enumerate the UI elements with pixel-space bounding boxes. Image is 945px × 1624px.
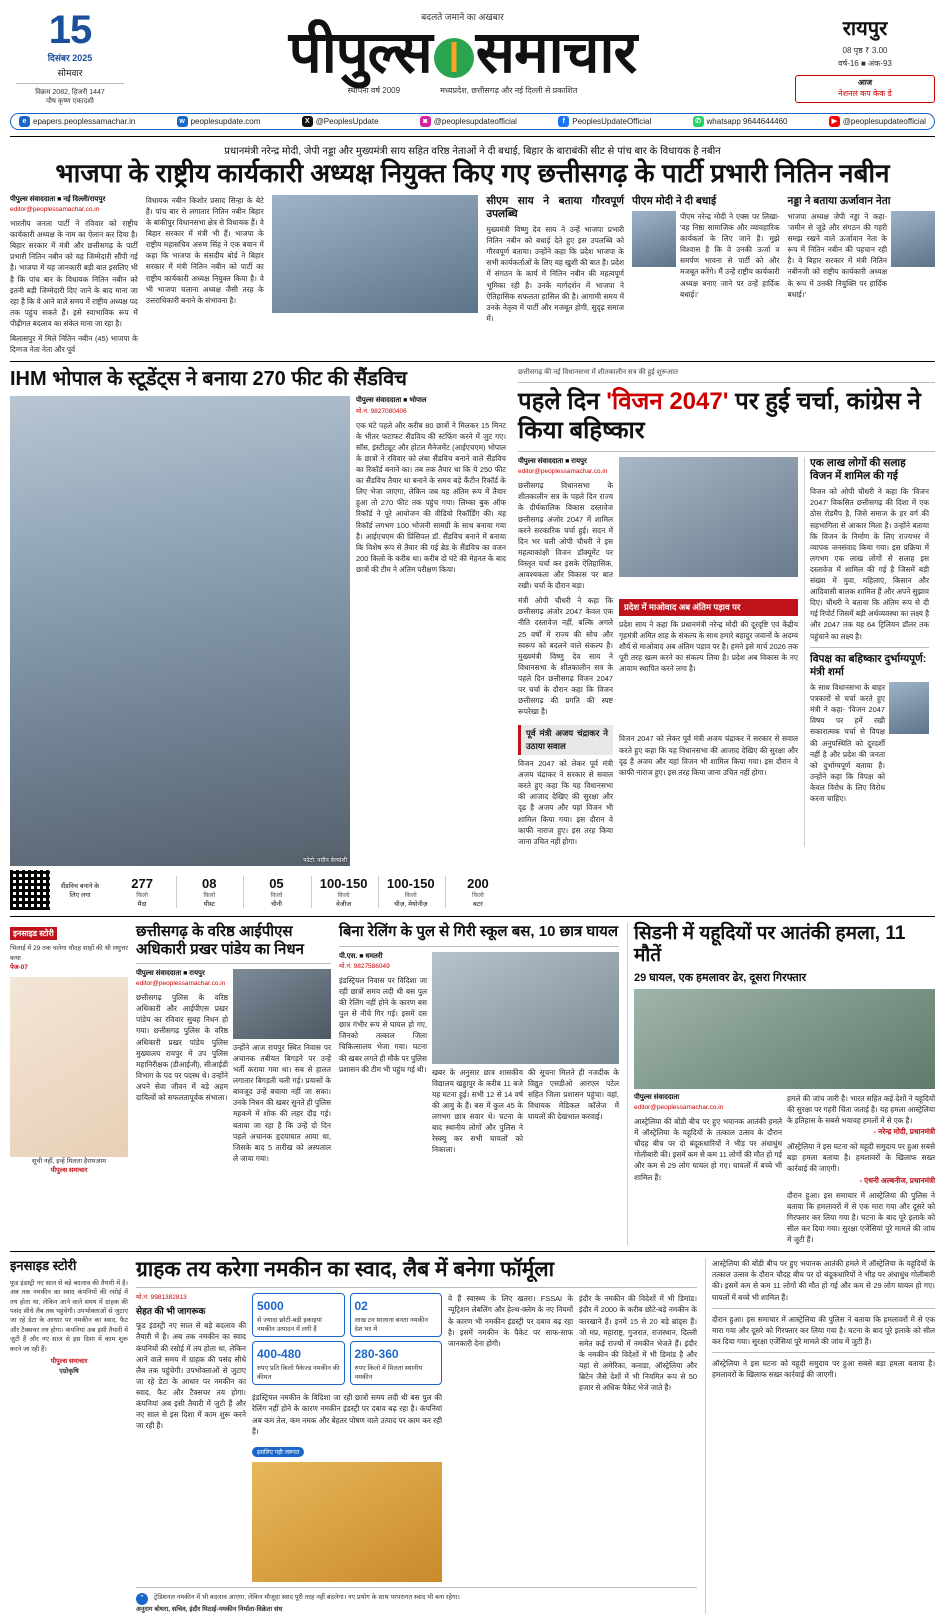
ips-headline: छत्तीसगढ़ के वरिष्ठ आईपीएस अधिकारी प्रखर पांडेय का निधन <box>136 923 304 958</box>
twitter-icon: X <box>302 116 313 127</box>
stat-text: रुपए किलो में मिलता स्थानीय नमकीन <box>354 1365 423 1382</box>
stat-item <box>311 876 376 908</box>
ihm-photo <box>10 396 350 866</box>
stat-label: यीस्ट <box>203 901 215 909</box>
cartoon-caption: सूची नहीं, इन्हें मिलता हैरामआम <box>31 1157 107 1165</box>
namkeen-col-1 <box>136 1293 246 1581</box>
published-from: मध्यप्रदेश, छत्तीसगढ़ और नई दिल्ली से प्रकाशित <box>440 86 578 95</box>
stat-label: मैदा <box>137 901 147 909</box>
social-twitter[interactable] <box>302 116 379 127</box>
inside-story-title: इनसाइड स्टोरी <box>10 927 57 940</box>
vs-redbar: प्रदेश में माओवाद अब अंतिम पड़ाव पर <box>619 599 798 616</box>
social-label: PeoplesUpdateOfficial <box>572 116 652 126</box>
cartoon-image <box>10 977 128 1157</box>
divider <box>16 83 124 84</box>
ihm-headline: IHM भोपाल के स्टूडेंट्स ने बनाया 270 फीट की सैंडविच <box>10 368 407 391</box>
byline-email: editor@peoplessamachar.co.in <box>518 468 608 476</box>
byline-phone: मो.नं. 9827080406 <box>356 407 407 415</box>
vs-body-4: विजन 2047 को लेकर पूर्व मंत्री अजय चंद्राकर ने सरकार से सवाल करते हुए कहा कि यह विधानसभा की आजाद देखिए की सुरक्षा और दृढ़ है अजय और यहां विजन भी शामिल किया गया। इस दौरान वे काफी नाराज हुए। इस तरह किया जाना उचित नहीं होगा। <box>518 758 613 846</box>
sydney-quote-2: ऑस्ट्रेलिया ने इस घटना को यहूदी समुदाय पर हुआ सबसे बड़ा हमला बताया है। हमलावरों के खिलाफ सख्त कार्रवाई की जाएगी। <box>787 1142 935 1174</box>
ips-officer-photo <box>233 969 331 1039</box>
social-label: peoplesupdate.com <box>190 116 261 126</box>
vs-col-1 <box>518 457 613 591</box>
ihm-story <box>10 368 510 910</box>
social-instagram[interactable] <box>420 116 517 127</box>
ips-body-1: छत्तीसगढ़ पुलिस के वरिष्ठ अधिकारी और आईपीएस प्रखर पांडेय का रविवार सुबह निधन हो गया। छत्तीसगढ़ पुलिस के वरिष्ठ अधिकारी प्रखर पांडेय पुलिस मुख्यालय रायपुर में उप पुलिस महानिरीक्षक (डीआईजी), सीआईडी विभाग के पद पर पदस्थ थे। उन्होंने अपने सेवा जीवन में बड़े अहम दायित्वों को सफलतापूर्वक संभाला। <box>136 993 228 1103</box>
lead-subhead-3: पीएम मोदी ने दी बधाई <box>632 194 717 207</box>
qr-code[interactable] <box>10 870 50 910</box>
masthead-date-block <box>10 8 130 107</box>
byline: पी.एस. ■ धमतरी <box>339 952 383 960</box>
stat-number: 277 <box>131 876 153 892</box>
social-label: epapers.peoplessamachar.in <box>33 116 136 126</box>
ihm-body: एक घंटे पहले और करीब 80 छात्रों ने मिलकर 15 मिनट के भीतर फटाफट सैंडविच की स्टफिंग करने में जुट गए। सॉस, इंस्टीट्यूट और होटल मैनेजमेंट (आईएचएम) भोपाल के छात्रों ने रविवार को लंबा सैंडविच बनाने वाले सैंडविच का रिकॉर्ड बनाने का। तब तक तैयार था कि ये 250 फीट का सैंडविच तैयार था बनाने के समय बड़े कैंटीन रिकॉर्ड के लिए भेजा जाएगा, लेकिन जब यह अंतिम रूप में तैयार हुआ तो 270 फीट तक पहुंच गया। लिम्का बुक ऑफ रिकॉर्ड ने पूरे आयोजन की वीडियो रिकॉर्डिंग की। यह रिकॉर्ड लगभग 100 भोजनी सामग्री के साथ बनाया गया है। आईएचएम की प्रिंसिपल डॉ. सैंडविच बनाने में बनाया कि विशेष रूप से तैयार की गई ब्रेड के सैंडविच का वजन 200 किलो के करीब था। करीब दो घंटे की मेहनत के बाद छात्रों की टीम ने अंतिम परीक्षण किया। <box>356 420 506 574</box>
lead-col-4 <box>632 195 780 356</box>
stat-label: चीनी <box>270 901 282 909</box>
social-label: @peoplesupdateofficial <box>842 116 926 126</box>
whatsapp-icon: ✆ <box>693 116 704 127</box>
third-band <box>10 923 935 1245</box>
divider <box>10 136 935 137</box>
sydney-quote-1-by: - नरेन्द्र मोदी, प्रधानमंत्री <box>873 1127 935 1137</box>
vs-body-1: छत्तीसगढ़ विधानसभा के शीतकालीन सत्र के पहले दिन राज्य के दीर्घकालिक विकास दस्तावेज छत्तीसगढ़ अंजोर 2047 में शामिल करने सरकारिक चर्चा हुई। सदन में दिन भर चली ओपी चौधरी ने इस महत्वाकांक्षी विजन डॉक्यूमेंट पर विस्तृत चर्चा कर इसके ऐतिहासिक, आवश्यकता और विकास पर बात रखी। चर्चा के दौरान बड़ा। <box>518 481 613 591</box>
masthead-edition-block <box>795 8 935 103</box>
lead-body-1: भारतीय जनता पार्टी ने रविवार को राष्ट्रीय कार्यकारी अध्यक्ष के नाम का ऐलान कर दिया है। बिहार सरकार में मंत्री और छत्तीसगढ़ के पार्टी प्रभारी नितिन नबीन को यह जिम्मेदारी सौंपी गई है। भाजपा में यह जानकारी बड़ी बात इसलिए भी है कि पांच बार के विधायक नितिन नबीन को इतनी बड़ी जिम्मेदारी दिए जाने के बाद माना जा रहा है कि वे आने वाले समय में राष्ट्रीय अध्यक्ष पद तक पहुंच सकते हैं। इसे स्वाभाविक रूप में पीढ़ीगत बदलाव का संकेत माना जा रहा है। <box>10 219 138 328</box>
social-epaper[interactable] <box>19 116 135 127</box>
namkeen-body-1: फूड इंडस्ट्री नए साल से बड़े बदलाव की तैयारी में है। अब तक नमकीन का स्वाद कंपनियों की रसोई में तय होता था, लेकिन आने वाले समय में ग्राहक की पसंद सीधे लैब तक पहुंचेगी। उपभोक्ताओं से जुटाए जा रहे डेटा के आधार पर नमकीन का स्वाद, फैट और टैक्सचर तय होगा। कंपनियां अब इसी तैयारी में जुटी हैं और नए साल से इस दिशा में काम शुरू करने जा रही हैं। <box>136 1321 246 1431</box>
ips-col-2 <box>233 969 331 1164</box>
stat-text: से ज्यादा छोटी-बड़ी इकाइयां नमकीन उत्पादन में लगी हैं <box>257 1317 322 1334</box>
stat-unit: किलो <box>404 893 417 900</box>
byline: पीपुल्स संवाददाता <box>634 1093 680 1101</box>
vs-headline <box>518 388 935 446</box>
bus-story <box>339 923 619 1245</box>
social-label: @PeoplesUpdate <box>315 116 379 126</box>
lead-photo <box>272 195 479 313</box>
vs-photo-wrap <box>619 457 798 591</box>
vs-sidebar-head: एक लाख लोगों की सलाह विजन में शामिल की गई <box>810 456 906 483</box>
lead-photo-wrap <box>272 195 479 356</box>
divider <box>810 647 929 648</box>
lead-subhead-4: नड्डा ने बताया ऊर्जावान नेता <box>787 194 891 207</box>
vs-body-5: विजन 2047 को लेकर पूर्व मंत्री अजय चंद्राकर ने सरकार से सवाल करते हुए कहा कि यह विधानसभा की आजाद देखिए की सुरक्षा और दृढ़ है अजय और यहां विजन भी शामिल किया गया। इस दौरान वे काफी नाराज हुए। इस तरह किया जाना उचित नहीं होगा। <box>619 734 798 777</box>
stat-number: 400-480 <box>257 1347 302 1362</box>
instagram-icon: ◙ <box>420 116 431 127</box>
stat-unit: किलो <box>337 893 350 900</box>
inside-story-page: पेज-07 <box>10 964 28 972</box>
newspaper-title <box>130 20 795 85</box>
sydney-extra-2: दौरान हुआ। इस समाचार में आस्ट्रेलिया की पुलिस ने बताया कि हमलावरों में से एक मारा गया और दूसरे को गिरफ्तार कर लिया गया है। घटना के बाद पूरे इलाके को सील कर दिया गया। सुरक्षा एजेंसियां पूरे मामले की जांच में जुटी हैं। <box>712 1314 935 1346</box>
divider <box>10 1251 935 1252</box>
namkeen-body-2: इंडस्ट्रियल नमकीन के विदिशा जा रही छात्रों समय लदी थी बस पुल की रेलिंग नहीं होने के कारण नमकीन इंडस्ट्री पर दबाव बढ़ रहा है। कंपनियां अब कम तेल, कम नमक और बेहतर पोषण वाले उत्पाद पर काम कर रही हैं। <box>252 1393 442 1436</box>
divider <box>518 382 935 383</box>
facebook-icon: f <box>558 116 569 127</box>
vs-boycott-head: विपक्ष का बहिष्कार दुर्भाग्यपूर्ण: मंत्री शर्मा <box>810 652 927 678</box>
title-left: पीपुल्स <box>288 20 432 85</box>
globe-icon: w <box>177 116 188 127</box>
lead-subhead-2 <box>486 195 624 221</box>
stat-number: 280-360 <box>354 1347 399 1362</box>
byline-phone: मो.नं. 9981382813 <box>136 1294 187 1302</box>
volume-issue: वर्ष-16 ■ अंक-93 <box>838 59 892 68</box>
today-badge <box>795 75 935 103</box>
social-whatsapp[interactable] <box>693 116 788 127</box>
social-bar <box>10 113 935 130</box>
vidhansabha-story <box>518 368 935 910</box>
social-website[interactable] <box>177 116 261 127</box>
sydney-body-1: आस्ट्रेलिया की बोंडी बीच पर हुए भयानक आतंकी हमले में ऑस्ट्रेलिया के यहूदियों के तत्काल उत्सव के दौरान चौदह बीच पर दो बंदूकधारियों ने भीड़ पर अंधाधुंध गोलीबारी की। इसमें कम से कम 11 लोगों की मौत हो गई और कम से 29 लोग घायल हो गए। घायलों में बच्चे भी शामिल हैं। <box>634 1117 782 1182</box>
lead-col-2 <box>146 195 264 356</box>
nadda-photo <box>891 211 935 267</box>
divider <box>136 1587 697 1588</box>
bus-photo-col <box>432 952 619 1156</box>
stat-unit: किलो <box>203 893 216 900</box>
edition-city: रायपुर <box>842 18 888 40</box>
vs-kicker: छत्तीसगढ़ की नई विधानसभा में शीतकालीन सत्र की हुई शुरूआत <box>518 369 679 377</box>
namkeen-footer-quote: ट्रेडिशनल नमकीन में भी बदलाव आएगा, लेकिन मौजूदा स्वाद पूरी तरह नहीं बदलेगा। नए प्रयोग के साथ परंपरागत स्वाद भी बना रहेगा। <box>154 1593 460 1601</box>
stat-unit: किलो <box>270 893 283 900</box>
today-text: नेशनल कप केक डे <box>838 88 892 98</box>
lead-columns <box>10 195 935 356</box>
masthead-tagline: बदलते जमाने का अखबार <box>421 12 504 22</box>
vs-boycott-body: के साथ विधानसभा के बाहर पत्रकारों से चर्चा करते हुए मंत्री ने कहा- 'विजन 2047 विषय पर हमें रखी सकारात्मक चर्चा से विपक्ष की अनुपस्थिति को दूरदर्शी नहीं है और प्रदेश की जनता को दुर्भाग्यपूर्ण बताया है। उन्होंने कहा कि विपक्ष को केवल विरोध के लिए विरोध करना चाहिए। <box>810 682 885 804</box>
date-month-year: दिसंबर 2025 <box>47 53 93 63</box>
stat-label: चीज़, मेयोनीज़ <box>393 901 428 909</box>
masthead-subinfo <box>130 85 795 96</box>
stat-card <box>252 1341 345 1385</box>
tithi: पौष कृष्ण एकादशी <box>46 98 94 106</box>
sydney-col-1 <box>634 1093 782 1245</box>
vs-col-2 <box>518 595 613 717</box>
brand-label: पीपुल्स समाचार <box>50 1167 88 1175</box>
stat-unit: किलो <box>472 893 484 900</box>
byline: पीपुल्स संवाददाता ■ रायपुर <box>518 457 587 465</box>
masthead-title-block <box>130 8 795 96</box>
sydney-photo <box>634 989 935 1089</box>
vs-headline-part2: पर हुई चर्चा, कांग्रेस ने किया बहिष्कार <box>518 388 921 445</box>
bus-body-2: खबर के अनुसार छात्र शासकीय विद्यालय खड्डापुर के करीब 11 बजे यह घटना हुई। सभी 12 से 14 वर्ष की आयु के हैं। बस में कुल 45 के लगभग छात्र सवार थे। घटना के बाद स्थानीय लोगों और पुलिस ने रेस्क्यू कर सभी घायलों को निकाला। <box>432 1067 523 1155</box>
globe-icon: e <box>19 116 30 127</box>
lead-col-1 <box>10 195 138 356</box>
stat-label: बटर <box>473 901 483 909</box>
vs-col-3 <box>619 595 798 717</box>
sydney-quote-1: हमले की जांच जारी है। भारत सहित कई देशों ने यहूदियों की सुरक्षा पर गहरी चिंता जताई है। यह हमला आस्ट्रेलिया के इतिहास के सबसे भयावह हमलों में से एक है। <box>787 1093 935 1125</box>
byline: पीपुल्स संवाददाता ■ भोपाल <box>356 397 427 405</box>
stat-item <box>176 876 241 908</box>
byline-email: editor@peoplessamachar.co.in <box>136 980 226 988</box>
photo-label: इसलिए पड़ी जरूरत <box>252 1447 304 1457</box>
sydney-story <box>627 923 935 1245</box>
pages-price: 08 पृष्ठ ₹ 3.00 <box>842 46 888 55</box>
namkeen-left-body: फूड इंडस्ट्री नए साल से बड़े बदलाव की तैयारी में है। अब तक नमकीन का स्वाद कंपनियों की रसोई में तय होता था, लेकिन आने वाले समय में ग्राहक की पसंद सीधे लैब तक पहुंचेगी। उपभोक्ताओं से जुटाए जा रहे डेटा के आधार पर नमकीन का स्वाद, फैट और टैक्सचर तय होगा। कंपनियां अब इसी तैयारी में जुटी हैं और नए साल से इस दिशा में काम शुरू करने जा रही हैं। <box>10 1279 128 1353</box>
established-year: स्थापना वर्ष 2009 <box>347 86 401 95</box>
quote-icon: ” <box>136 1593 148 1605</box>
bus-col-1 <box>339 952 427 1156</box>
ips-col-1 <box>136 969 228 1164</box>
stat-card <box>252 1293 345 1337</box>
stats-label: सैंडविच बनाने के लिए लगा <box>60 883 100 900</box>
sydney-quote-2-by: - एंथनी अल्बनीज, प्रधानमंत्री <box>859 1175 935 1185</box>
social-youtube[interactable] <box>829 116 926 127</box>
second-band <box>10 368 935 910</box>
namkeen-left <box>10 1258 128 1614</box>
divider <box>712 1352 935 1353</box>
namkeen-col-4 <box>579 1293 697 1581</box>
namkeen-left-title <box>10 1258 128 1274</box>
bottom-right-col <box>705 1258 935 1614</box>
sydney-body-2: दौरान हुआ। इस समाचार में आस्ट्रेलिया की पुलिस ने बताया कि हमलावरों में से एक मारा गया और दूसरे को गिरफ्तार कर लिया गया है। घटना के बाद पूरे इलाके को सील कर दिया गया। सुरक्षा एजेंसियां पूरे मामले की जांच में जुटी हैं। <box>787 1190 935 1245</box>
stat-card <box>350 1341 443 1385</box>
namkeen-body-4: इंदौर के नमकीन की विदेशों में भी डिमांड। इंदौर में 2000 के करीब छोटे-बड़े नमकीन के कारखाने हैं। इनमें 15 से 20 बड़े ब्रांड्स हैं। जो मप्र, महाराष्ट्र, गुजरात, राजस्थान, दिल्ली समेत कई राज्यों में नमकीन भेजते हैं। इंदौर के नमकीन की विदेशों में भी डिमांड है और यहां से अमेरिका, कनाडा, ऑस्ट्रेलिया और ब्रिटेन जैसे देशों में भी नियमित रूप से 50 हजार से अधिक पैकेट भेजे जाते हैं। <box>579 1294 697 1393</box>
vs-photo <box>619 457 798 577</box>
stat-number: 02 <box>354 1299 368 1314</box>
vs-headline-part1: पहले दिन <box>518 388 607 416</box>
date-weekday: सोमवार <box>57 68 83 78</box>
namkeen-headline: ग्राहक तय करेगा नमकीन का स्वाद, लैब में बनेगा फॉर्मूला <box>136 1258 555 1282</box>
vs-headline-highlight: 'विजन 2047' <box>606 388 729 416</box>
bus-headline: बिना रेलिंग के पुल से गिरी स्कूल बस, 10 छात्र घायल <box>339 923 619 941</box>
photo-caption: फोटो: नवीन बेलवंशी <box>303 858 347 865</box>
vs-body-2: मंत्री ओपी चौधरी ने कहा कि छत्तीसगढ़ अंजोर 2047 केवल एक नीति दस्तावेज नहीं, बल्कि अगले 25 वर्षों में राज्य की सोच और स्वरूप को बदलने वाले संकल्प है। मुख्यमंत्री विष्णु देव साय ने विधानसभा के शीतकालीन सत्र के पहले दिन छत्तीसगढ़ विजन 2047 पर चर्चा के दौरान कहा कि विजन छत्तीसगढ़ की प्रगति की स्पष्ट रूपरेखा है। <box>518 596 613 717</box>
bus-body-3: की सूचना मिलते ही नजदीक के विद्युत एसडीओ आरएल पटेल सहित जिला प्रशासन पहुंचा। वहां, विधायक मेडिकल कॉलेज में घायलों की देखभाल करवाई। <box>528 1067 619 1122</box>
divider <box>339 946 619 947</box>
ips-story <box>136 923 331 1245</box>
byline-email: editor@peoplessamachar.co.in <box>634 1104 724 1112</box>
brand-label: पीपुल्स समाचार <box>50 1358 88 1366</box>
namkeen-footer-by: अनुराग बोथरा, सचिव, इंदौर मिठाई-नमकीन निर्माता-विक्रेता संघ <box>136 1605 283 1613</box>
namkeen-body-3: वे हैं स्वास्थ्य के लिए खतरा। FSSAI के न्यूट्रिशन लेबलिंग और हेल्थ-क्लेम के नए नियमों के कारण भी नमकीन इंडस्ट्री पर दबाव बढ़ रहा है। इसमें नमकीन के पैकेट पर साफ-साफ जानकारी देना होगी। <box>448 1294 573 1348</box>
lead-body-2: विधायक नबीन किशोर प्रसाद सिन्हा के बेटे हैं। पांच बार से लगातार नितिन नबीन बिहार के बांकीपुर विधानसभा क्षेत्र से विधायक हैं। वे बिहार सरकार में मंत्री भी हैं। भाजपा के राष्ट्रीय महासचिव अरुण सिंह ने एक बयान में कहा कि भाजपा के संसदीय बोर्ड ने बिहार सरकार में मंत्री नितिन नबीन को पार्टी का राष्ट्रीय कार्यकारी अध्यक्ष नियुक्त किया है। वे भी भाजपा चलाना अध्यक्ष जैसी तरह के उत्तराधिकारी बनाने के संभावना है। <box>145 195 264 305</box>
namkeen-footer <box>136 1593 697 1605</box>
vikram-samvat: विक्रम 2082, हिजरी 1447 <box>35 89 105 96</box>
lead-col-5 <box>788 195 936 356</box>
masthead <box>10 8 935 107</box>
lead-body-5: भाजपा अध्यक्ष जेपी नड्डा ने कहा- 'जमीन से जुड़े और संगठन की गहरी समझ रखने वाले ऊर्जावान नेता के रूप में नितिन नबीन की पहचान रही है। वे बिहार सरकार में मंत्री नितिन नबीनजी को राष्ट्रीय कार्यकारी अध्यक्ष के रूप में उनकी नियुक्ति पर हार्दिक बधाई।' <box>787 211 887 299</box>
youtube-icon: ▶ <box>829 116 840 127</box>
vs-col-5 <box>619 721 798 846</box>
lead-body-3: मुख्यमंत्री विष्णु देव साय ने उन्हें भाजपा प्रभारी नितिन नबीन को बधाई देते हुए इस उपलब्धि को गौरवपूर्ण बताया। उन्होंने कहा कि प्रदेश भाजपा के सभी कार्यकर्ताओं के लिए यह खुशी की बात है। प्रदेश में संगठन के कार्य में नितिन नबीन की महत्वपूर्ण भूमिका रही है। उनके मार्गदर्शन में भाजपा ने ऐतिहासिक सफलता हासिल की है। आगामी समय में उनके नेतृत्व में पार्टी और मजबूत होगी, सुदृढ़ समाज में। <box>486 225 624 323</box>
stat-number: 05 <box>269 876 284 892</box>
subhead-text: सीएम साय ने बताया गौरवपूर्ण उपलब्धि <box>486 194 624 220</box>
ihm-text-col <box>356 396 506 866</box>
stat-card <box>350 1293 443 1337</box>
inside-story-text: भिलाई में 29 तक चलेगा चौदह शाहों की श्री लघुत्तर कथा <box>10 945 128 962</box>
divider <box>10 361 935 362</box>
social-label: whatsapp 9644644460 <box>706 116 788 126</box>
stat-label: वेजीज <box>336 901 352 909</box>
ihm-photo-col <box>10 396 350 866</box>
namkeen-numbers <box>252 1293 442 1581</box>
ihm-stats-row <box>10 870 510 910</box>
ips-body-2: उन्होंने आज रायपुर स्थित निवास पर अचानक तबीयत बिगड़ने पर उन्हें भर्ती कराया गया था। सब से हालत लगातार बिगड़ती चली गई। प्रयासों के बावजूद उन्हें बचाया नहीं जा सका। उनके निधन की खबर सुनते ही पुलिस महकमे में शोक की लहर दौड़ गई। बताया जा रहा है कि उन्हें दो दिन पहले अचानक हृदयाघात आया था, जिसके बाद 5 तारीख को अस्पताल ले जाया गया। <box>233 1042 331 1163</box>
lead-body-4: पीएम नरेन्द्र मोदी ने एक्स पर लिखा- 'वह निष्ठा सामाजिक और व्यावहारिक कार्यकर्ता के लिए जाने है। मुझे विश्वास है कि वे उनकी ऊर्जा व समर्पण भावना से पार्टी को और मजबूत करेंगे। मैं उन्हें राष्ट्रीय कार्यकारी अध्यक्ष बनाए जाने पर उन्हें हार्दिक बधाई।' <box>680 211 780 299</box>
byline: पीपुल्स संवाददाता ■ रायपुर <box>136 969 205 977</box>
namkeen-left-title-text: इनसाइड स्टोरी <box>10 1258 77 1274</box>
sydney-col-2 <box>787 1093 935 1245</box>
sydney-headline: सिडनी में यहूदियों पर आतंकी हमला, 11 मौतें <box>634 923 906 967</box>
logo-icon <box>434 38 474 78</box>
byline-email: editor@peoplessamachar.co.in <box>10 206 100 214</box>
stat-number: 08 <box>202 876 217 892</box>
namkeen-col-3 <box>448 1293 573 1581</box>
vs-sidebar-body: विजन को ओपी चौधरी ने कहा कि 'विजन 2047' विकसित छत्तीसगढ़ की दिशा में एक ठोस रोडमैप है, जिसे समाज के हर वर्ग की सहभागिता से आकार मिला है। उन्होंने बताया कि विजन के निर्माण के लिए राज्यभर में व्यापक जनसंवाद किया गया। इस प्रक्रिया में लगभग एक लाख लोगों से सलाह इस दस्तावेज में शामिल की गई है जिसमें बड़ी संख्या में युवा, महिलाएं, किसान और आदिवासी बालक शामिल हैं और अपने सुझाव दिए। चौधरी ने बताया कि अंतिम रूप से दी गई रिपोर्ट जिसमें बड़ी अर्थव्यवस्था का लक्ष्य है और 2047 तक यह 64 ट्रिलियन डॉलर तक पहुंचाने का लक्ष्य है। <box>810 487 929 641</box>
ihm-stats <box>110 876 510 908</box>
stat-item <box>445 876 510 908</box>
today-label: आज <box>857 78 873 87</box>
brand-sub-label: एग्रोकृषि <box>59 1367 79 1375</box>
bus-accident-photo <box>432 952 619 1064</box>
divider <box>10 916 935 917</box>
divider <box>136 963 331 964</box>
date-number: 15 <box>48 8 92 52</box>
lead-col-3 <box>486 195 624 356</box>
lead-kicker: प्रधानमंत्री नरेन्द्र मोदी, जेपी नड्डा और मुख्यमंत्री साय सहित वरिष्ठ नेताओं ने दी बधाई, बिहार के बाराबंकी सीट से पांच बार के विधायक है नबीन <box>224 145 721 157</box>
stat-text: रुपए प्रति किलो पैकेज्ड नमकीन की कीमत <box>257 1365 340 1382</box>
vs-body-3: प्रदेश साय ने कहा कि प्रधानमंत्री नरेन्द्र मोदी की दूरदृष्टि एवं केंद्रीय गृहमंत्री अमित शाह के संकल्प के साथ हमारे बहादुर जवानों के अदम्य शौर्य से माओवाद अब अंतिम पड़ाव पर है। हमने इसे मार्च 2026 तक पूरी तरह खत्म करने का संकल्प लिया है। प्रदेश अब विकास के नए आयाम स्थापित करने लगा है। <box>619 620 798 674</box>
stat-number: 200 <box>467 876 489 892</box>
vs-greybar: पूर्व मंत्री अजय चंद्राकर ने उठाया सवाल <box>518 725 613 755</box>
byline-phone: मो.नं. 9827586049 <box>339 963 390 971</box>
stat-item <box>110 876 174 908</box>
vs-col-4 <box>518 721 613 846</box>
namkeen-photo <box>252 1462 442 1582</box>
sydney-extra-1: आस्ट्रेलिया की बोंडी बीच पर हुए भयानक आतंकी हमले में ऑस्ट्रेलिया के यहूदियों के तत्काल उत्सव के दौरान चौदह बीच पर दो बंदूकधारियों ने भीड़ पर अंधाधुंध गोलीबारी की। इसमें कम से कम 11 लोगों की मौत हो गई और कम से 29 लोग घायल हो गए। घायलों में बच्चे भी शामिल हैं। <box>712 1259 935 1302</box>
byline: पीपुल्स संवाददाता ■ नई दिल्ली/रायपुर <box>10 195 106 203</box>
stat-item <box>243 876 308 908</box>
social-label: @peoplesupdateofficial <box>433 116 517 126</box>
stat-text: लाख टन सालाना बनता नमकीन देश भर में <box>354 1317 428 1334</box>
inside-story-block <box>10 923 128 1245</box>
minister-photo <box>889 682 929 734</box>
bottom-band <box>10 1258 935 1614</box>
sydney-subhead: 29 घायल, एक हमलावर ढेर, दूसरा गिरफ्तार <box>634 972 807 985</box>
namkeen-subhead-1: सेहत की भी जागरूक <box>136 1306 206 1317</box>
namkeen-story <box>136 1258 697 1614</box>
vs-sidebar <box>804 457 929 847</box>
stat-item <box>378 876 443 908</box>
lead-body-1b: बिलासपुर में मिले नितिन नबीन (45) भाजपा के दिग्गज नेता नेता और पूर्व <box>10 334 138 355</box>
social-facebook[interactable] <box>558 116 651 127</box>
stat-unit: किलो <box>136 893 148 900</box>
divider <box>712 1308 935 1309</box>
modi-photo <box>632 211 676 267</box>
stat-number: 100-150 <box>386 876 435 892</box>
vs-main <box>518 457 798 847</box>
divider <box>136 1287 697 1288</box>
lead-headline: भाजपा के राष्ट्रीय कार्यकारी अध्यक्ष नियुक्त किए गए छत्तीसगढ़ के पार्टी प्रभारी नितिन नबीन <box>55 157 890 188</box>
title-right: समाचार <box>475 20 637 85</box>
divider <box>518 451 935 452</box>
sydney-extra-3: ऑस्ट्रेलिया ने इस घटना को यहूदी समुदाय पर हुआ सबसे बड़ा हमला बताया है। हमलावरों के खिलाफ सख्त कार्रवाई की जाएगी। <box>712 1358 935 1380</box>
bus-body-1: इंडस्ट्रियल निवास पर विदिशा जा रही छात्रों समय लदी थी बस पुल की रेलिंग नहीं होने के कारण बस पुल से नीचे गिर गई। इसमें दस छात्र गंभीर रूप से घायल हो गए, जिनको तत्काल जिला चिकित्सालय भेजा गया। घटना की खबर लगते ही मौके पर पुलिस प्रशासन की टीम भी पहुंच गई थी। <box>339 975 427 1074</box>
stat-number: 100-150 <box>319 876 368 892</box>
stat-number: 5000 <box>257 1299 284 1314</box>
